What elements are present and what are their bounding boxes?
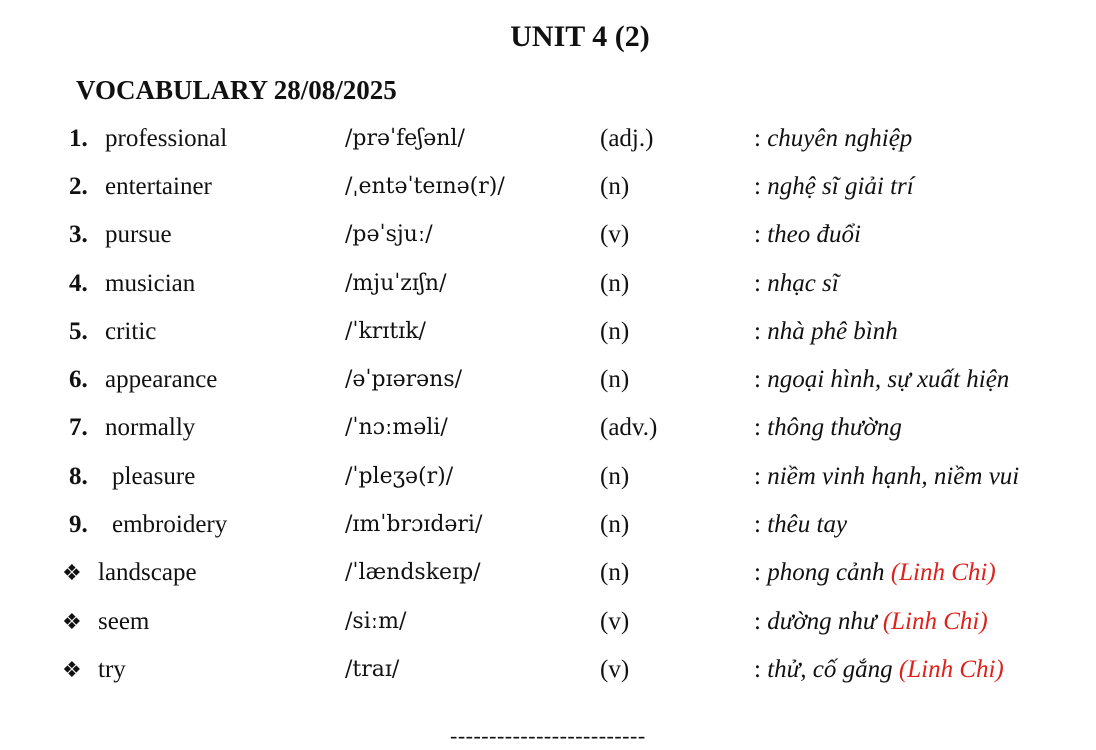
meaning-text: thông thường (767, 414, 902, 441)
vocab-word: seem (98, 608, 150, 635)
vocab-meaning (754, 170, 914, 204)
meaning-prefix: : (754, 511, 768, 538)
part-of-speech: (n) (600, 463, 630, 490)
part-of-speech: (n) (600, 318, 630, 345)
part-of-speech: (adv.) (600, 414, 658, 441)
bullet-vocab-row (0, 556, 1096, 590)
vocab-row (0, 170, 1096, 204)
meaning-prefix: : (754, 463, 768, 490)
vocab-row (0, 122, 1096, 156)
contributor-credit: (Linh Chi) (882, 608, 988, 635)
vocab-meaning (754, 122, 912, 156)
vocab-ipa: /ˈlændskeɪp/ (345, 560, 481, 585)
meaning-text: chuyên nghiệp (767, 125, 913, 152)
vocab-row (0, 363, 1096, 397)
vocab-ipa: /mjuˈzɪʃn/ (345, 271, 447, 296)
item-number: 3. (69, 221, 88, 248)
meaning-text: theo đuổi (767, 221, 861, 248)
vocab-meaning (754, 411, 902, 445)
meaning-prefix: : (754, 366, 768, 393)
part-of-speech: (v) (600, 608, 630, 635)
vocab-word: critic (105, 318, 157, 345)
vocabulary-heading: VOCABULARY 28/08/2025 (76, 75, 397, 105)
meaning-text: nhạc sĩ (767, 270, 839, 297)
vocab-word: normally (105, 414, 196, 441)
meaning-prefix: : (754, 125, 768, 152)
vocab-word: try (98, 656, 126, 683)
vocab-ipa: /əˈpɪərəns/ (345, 367, 463, 392)
item-number: 8. (69, 463, 88, 490)
vocab-ipa: /ɪmˈbrɔɪdəri/ (345, 512, 483, 537)
vocab-word: musician (105, 270, 196, 297)
vocab-word: pursue (105, 221, 172, 248)
vocab-ipa: /ˈpleʒə(r)/ (345, 464, 454, 489)
part-of-speech: (v) (600, 656, 630, 683)
vocab-word: embroidery (112, 511, 228, 538)
vocab-ipa: /prəˈfeʃənl/ (345, 126, 465, 151)
item-number: 1. (69, 125, 88, 152)
vocab-ipa: /ˈnɔːməli/ (345, 415, 448, 440)
vocab-row (0, 218, 1096, 252)
vocab-meaning (754, 556, 996, 590)
item-number: 6. (69, 366, 88, 393)
meaning-prefix: : (754, 318, 768, 345)
vocab-meaning (754, 363, 1009, 397)
part-of-speech: (n) (600, 511, 630, 538)
vocab-row (0, 508, 1096, 542)
item-number: 5. (69, 318, 88, 345)
item-number: 4. (69, 270, 88, 297)
meaning-prefix: : (754, 608, 768, 635)
meaning-text: niềm vinh hạnh, niềm vui (767, 463, 1020, 490)
meaning-prefix: : (754, 221, 768, 248)
vocab-meaning (754, 218, 861, 252)
diamond-bullet-icon: ❖ (62, 560, 82, 585)
part-of-speech: (n) (600, 270, 630, 297)
meaning-prefix: : (754, 173, 768, 200)
contributor-credit: (Linh Chi) (890, 559, 996, 586)
part-of-speech: (v) (600, 221, 630, 248)
vocab-word: professional (105, 125, 228, 152)
diamond-bullet-icon: ❖ (62, 657, 82, 682)
meaning-prefix: : (754, 656, 768, 683)
vocab-ipa: /siːm/ (345, 609, 407, 634)
vocab-meaning (754, 460, 1019, 494)
item-number: 9. (69, 511, 88, 538)
meaning-prefix: : (754, 414, 768, 441)
vocab-row (0, 267, 1096, 301)
vocab-word: appearance (105, 366, 218, 393)
part-of-speech: (n) (600, 366, 630, 393)
vocab-word: landscape (98, 559, 197, 586)
vocab-meaning (754, 315, 898, 349)
vocab-ipa: /ˌentəˈteɪnə(r)/ (345, 174, 505, 199)
vocab-meaning (754, 508, 847, 542)
meaning-prefix: : (754, 270, 768, 297)
meaning-text: nhà phê bình (767, 318, 898, 345)
vocab-meaning (754, 605, 988, 639)
item-number: 7. (69, 414, 88, 441)
part-of-speech: (adj.) (600, 125, 654, 152)
item-number: 2. (69, 173, 88, 200)
vocab-row (0, 315, 1096, 349)
part-of-speech: (n) (600, 173, 630, 200)
diamond-bullet-icon: ❖ (62, 609, 82, 634)
vocab-ipa: /pəˈsjuː/ (345, 222, 433, 247)
meaning-text: nghệ sĩ giải trí (767, 173, 914, 200)
meaning-prefix: : (754, 559, 768, 586)
page-title: UNIT 4 (2) (510, 20, 650, 53)
meaning-text: thử, cố gắng (767, 656, 893, 683)
contributor-credit: (Linh Chi) (898, 656, 1004, 683)
part-of-speech: (n) (600, 559, 630, 586)
footer-divider: ------------------------- (450, 723, 646, 748)
bullet-vocab-row (0, 605, 1096, 639)
meaning-text: thêu tay (767, 511, 848, 538)
vocab-meaning (754, 653, 1004, 687)
bullet-vocab-row (0, 653, 1096, 687)
meaning-text: phong cảnh (767, 559, 885, 586)
vocab-word: entertainer (105, 173, 212, 200)
vocab-row (0, 460, 1096, 494)
vocab-meaning (754, 267, 839, 301)
meaning-text: ngoại hình, sự xuất hiện (767, 366, 1010, 393)
meaning-text: dường như (767, 608, 877, 635)
vocab-ipa: /ˈkrɪtɪk/ (345, 319, 426, 344)
vocab-row (0, 411, 1096, 445)
vocab-ipa: /traɪ/ (345, 657, 400, 682)
vocab-word: pleasure (112, 463, 196, 490)
